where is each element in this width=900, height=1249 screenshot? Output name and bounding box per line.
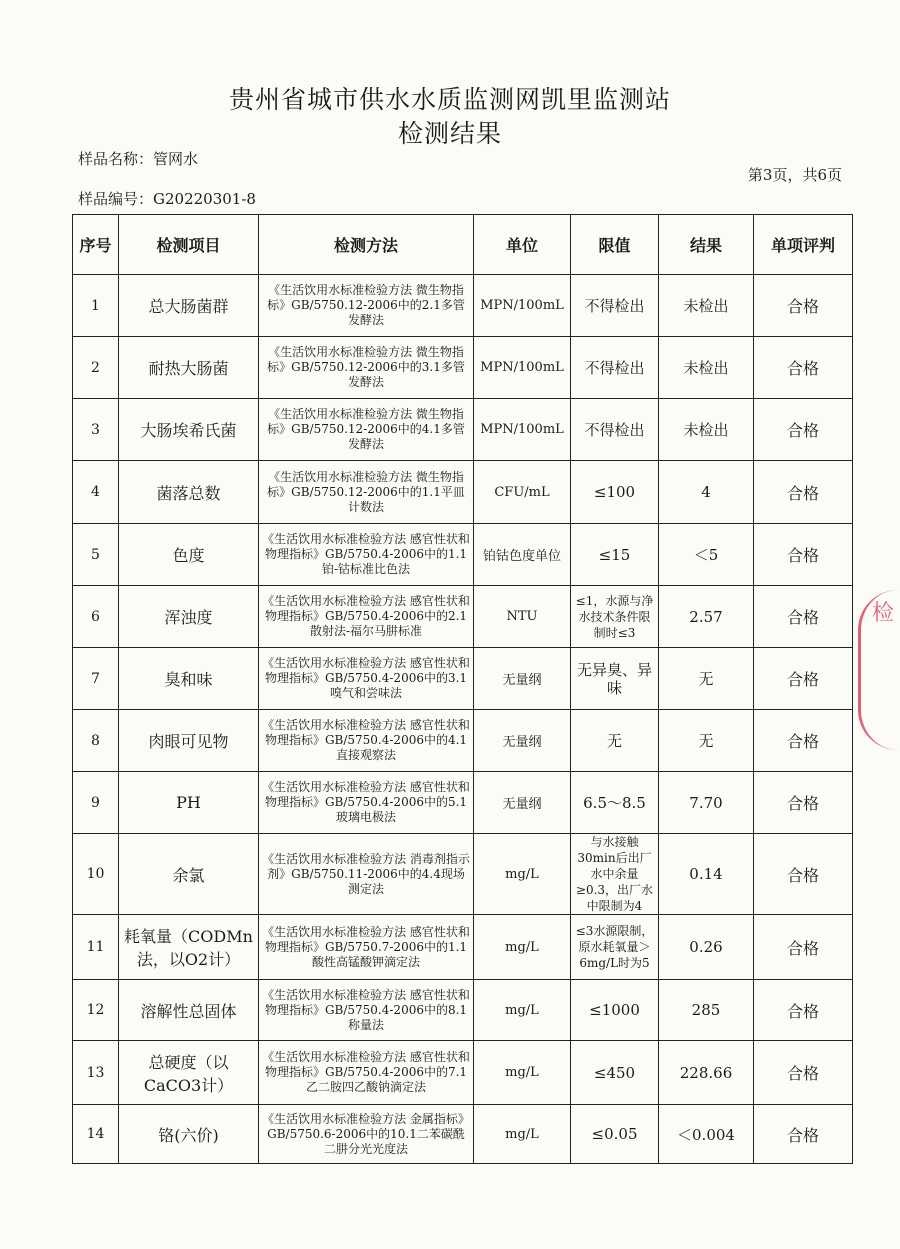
row-number: 11	[73, 915, 119, 980]
limit-value: 无	[571, 710, 659, 772]
evaluation: 合格	[754, 586, 853, 648]
limit-value: 不得检出	[571, 337, 659, 399]
header-method: 检测方法	[259, 215, 474, 275]
results-table	[72, 214, 853, 1164]
header-eval: 单项评判	[754, 215, 853, 275]
test-item: 色度	[119, 524, 259, 586]
test-method: 《生活饮用水标准检验方法 微生物指标》GB/5750.12-2006中的1.1平皿计数法	[259, 461, 474, 524]
evaluation: 合格	[754, 1105, 853, 1164]
test-item: 溶解性总固体	[119, 980, 259, 1041]
test-method: 《生活饮用水标准检验方法 感官性状和物理指标》GB/5750.4-2006中的8.1称量法	[259, 980, 474, 1041]
unit: 无量纲	[474, 710, 571, 772]
evaluation: 合格	[754, 772, 853, 834]
result-value: 285	[659, 980, 754, 1041]
row-number: 12	[73, 980, 119, 1041]
test-method: 《生活饮用水标准检验方法 感官性状和物理指标》GB/5750.4-2006中的3.1嗅气和尝味法	[259, 648, 474, 710]
test-method: 《生活饮用水标准检验方法 感官性状和物理指标》GB/5750.4-2006中的2.1散射法-福尔马肼标准	[259, 586, 474, 648]
test-item: 铬(六价)	[119, 1105, 259, 1164]
test-method: 《生活饮用水标准检验方法 感官性状和物理指标》GB/5750.4-2006中的4.1直接观察法	[259, 710, 474, 772]
table-row	[73, 710, 853, 772]
result-value: 未检出	[659, 337, 754, 399]
evaluation: 合格	[754, 915, 853, 980]
unit: 铂钴色度单位	[474, 524, 571, 586]
result-value: 0.14	[659, 834, 754, 915]
evaluation: 合格	[754, 834, 853, 915]
test-method: 《生活饮用水标准检验方法 金属指标》GB/5750.6-2006中的10.1二苯碳酰二肼分光光度法	[259, 1105, 474, 1164]
test-method: 《生活饮用水标准检验方法 微生物指标》GB/5750.12-2006中的3.1多管发酵法	[259, 337, 474, 399]
test-item: 总硬度（以CaCO3计）	[119, 1041, 259, 1105]
table-row	[73, 648, 853, 710]
limit-value: ≤450	[571, 1041, 659, 1105]
limit-value: ≤1000	[571, 980, 659, 1041]
result-value: 未检出	[659, 399, 754, 461]
limit-value: 不得检出	[571, 275, 659, 337]
row-number: 9	[73, 772, 119, 834]
sample-name: 样品名称：管网水	[78, 150, 199, 168]
evaluation: 合格	[754, 524, 853, 586]
result-value: 4	[659, 461, 754, 524]
test-item: 大肠埃希氏菌	[119, 399, 259, 461]
result-value: 7.70	[659, 772, 754, 834]
limit-value: 6.5～8.5	[571, 772, 659, 834]
limit-value: ≤0.05	[571, 1105, 659, 1164]
table-row	[73, 980, 853, 1041]
unit: mg/L	[474, 980, 571, 1041]
evaluation: 合格	[754, 275, 853, 337]
header-result: 结果	[659, 215, 754, 275]
unit: MPN/100mL	[474, 337, 571, 399]
test-method: 《生活饮用水标准检验方法 微生物指标》GB/5750.12-2006中的4.1多管发酵法	[259, 399, 474, 461]
result-value: 未检出	[659, 275, 754, 337]
row-number: 3	[73, 399, 119, 461]
test-method: 《生活饮用水标准检验方法 消毒剂指示剂》GB/5750.11-2006中的4.4现场测定法	[259, 834, 474, 915]
result-value: 0.26	[659, 915, 754, 980]
evaluation: 合格	[754, 399, 853, 461]
table-row	[73, 1105, 853, 1164]
row-number: 2	[73, 337, 119, 399]
test-item: PH	[119, 772, 259, 834]
header-unit: 单位	[474, 215, 571, 275]
unit: MPN/100mL	[474, 399, 571, 461]
limit-value: ≤3水源限制，原水耗氧量＞6mg/L时为5	[571, 915, 659, 980]
test-item: 肉眼可见物	[119, 710, 259, 772]
test-item: 浑浊度	[119, 586, 259, 648]
limit-value: ≤15	[571, 524, 659, 586]
row-number: 10	[73, 834, 119, 915]
test-item: 耗氧量（CODMn法，以O2计）	[119, 915, 259, 980]
test-item: 余氯	[119, 834, 259, 915]
limit-value: ≤1，水源与净水技术条件限制时≤3	[571, 586, 659, 648]
unit: mg/L	[474, 834, 571, 915]
result-value: 无	[659, 648, 754, 710]
row-number: 13	[73, 1041, 119, 1105]
evaluation: 合格	[754, 980, 853, 1041]
table-row	[73, 524, 853, 586]
table-row	[73, 772, 853, 834]
unit: CFU/mL	[474, 461, 571, 524]
table-row	[73, 461, 853, 524]
row-number: 4	[73, 461, 119, 524]
evaluation: 合格	[754, 710, 853, 772]
test-method: 《生活饮用水标准检验方法 微生物指标》GB/5750.12-2006中的2.1多管发酵法	[259, 275, 474, 337]
limit-value: 不得检出	[571, 399, 659, 461]
unit: 无量纲	[474, 772, 571, 834]
row-number: 5	[73, 524, 119, 586]
result-value: 228.66	[659, 1041, 754, 1105]
row-number: 14	[73, 1105, 119, 1164]
result-value: 2.57	[659, 586, 754, 648]
row-number: 1	[73, 275, 119, 337]
report-title: 贵州省城市供水水质监测网凯里监测站	[228, 85, 671, 114]
red-seal-stamp	[858, 590, 898, 750]
report-subtitle: 检测结果	[397, 119, 502, 148]
test-method: 《生活饮用水标准检验方法 感官性状和物理指标》GB/5750.4-2006中的7.1乙二胺四乙酸钠滴定法	[259, 1041, 474, 1105]
unit: mg/L	[474, 1105, 571, 1164]
test-method: 《生活饮用水标准检验方法 感官性状和物理指标》GB/5750.4-2006中的5.1玻璃电极法	[259, 772, 474, 834]
unit: MPN/100mL	[474, 275, 571, 337]
header-no: 序号	[73, 215, 119, 275]
result-value: ＜0.004	[659, 1105, 754, 1164]
result-value: 无	[659, 710, 754, 772]
table-row	[73, 834, 853, 915]
result-value: ＜5	[659, 524, 754, 586]
page-info: 第3页，共6页	[747, 166, 842, 184]
header-item: 检测项目	[119, 215, 259, 275]
limit-value: 与水接触30min后出厂水中余量≥0.3，出厂水中限制为4	[571, 834, 659, 915]
test-item: 耐热大肠菌	[119, 337, 259, 399]
table-row	[73, 399, 853, 461]
limit-value: 无异臭、异味	[571, 648, 659, 710]
stamp-text: 检	[871, 601, 894, 626]
limit-value: ≤100	[571, 461, 659, 524]
table-header-row	[73, 215, 853, 275]
table-row	[73, 337, 853, 399]
unit: NTU	[474, 586, 571, 648]
unit: mg/L	[474, 1041, 571, 1105]
evaluation: 合格	[754, 648, 853, 710]
table-row	[73, 1041, 853, 1105]
row-number: 6	[73, 586, 119, 648]
table-row	[73, 275, 853, 337]
test-method: 《生活饮用水标准检验方法 感官性状和物理指标》GB/5750.4-2006中的1.1铂-钴标准比色法	[259, 524, 474, 586]
evaluation: 合格	[754, 1041, 853, 1105]
unit: 无量纲	[474, 648, 571, 710]
table-row	[73, 915, 853, 980]
evaluation: 合格	[754, 461, 853, 524]
test-item: 总大肠菌群	[119, 275, 259, 337]
header-limit: 限值	[571, 215, 659, 275]
test-item: 臭和味	[119, 648, 259, 710]
test-method: 《生活饮用水标准检验方法 感官性状和物理指标》GB/5750.7-2006中的1.1酸性高锰酸钾滴定法	[259, 915, 474, 980]
table-row	[73, 586, 853, 648]
evaluation: 合格	[754, 337, 853, 399]
row-number: 8	[73, 710, 119, 772]
sample-id: 样品编号：G20220301-8	[78, 190, 256, 208]
row-number: 7	[73, 648, 119, 710]
test-item: 菌落总数	[119, 461, 259, 524]
unit: mg/L	[474, 915, 571, 980]
